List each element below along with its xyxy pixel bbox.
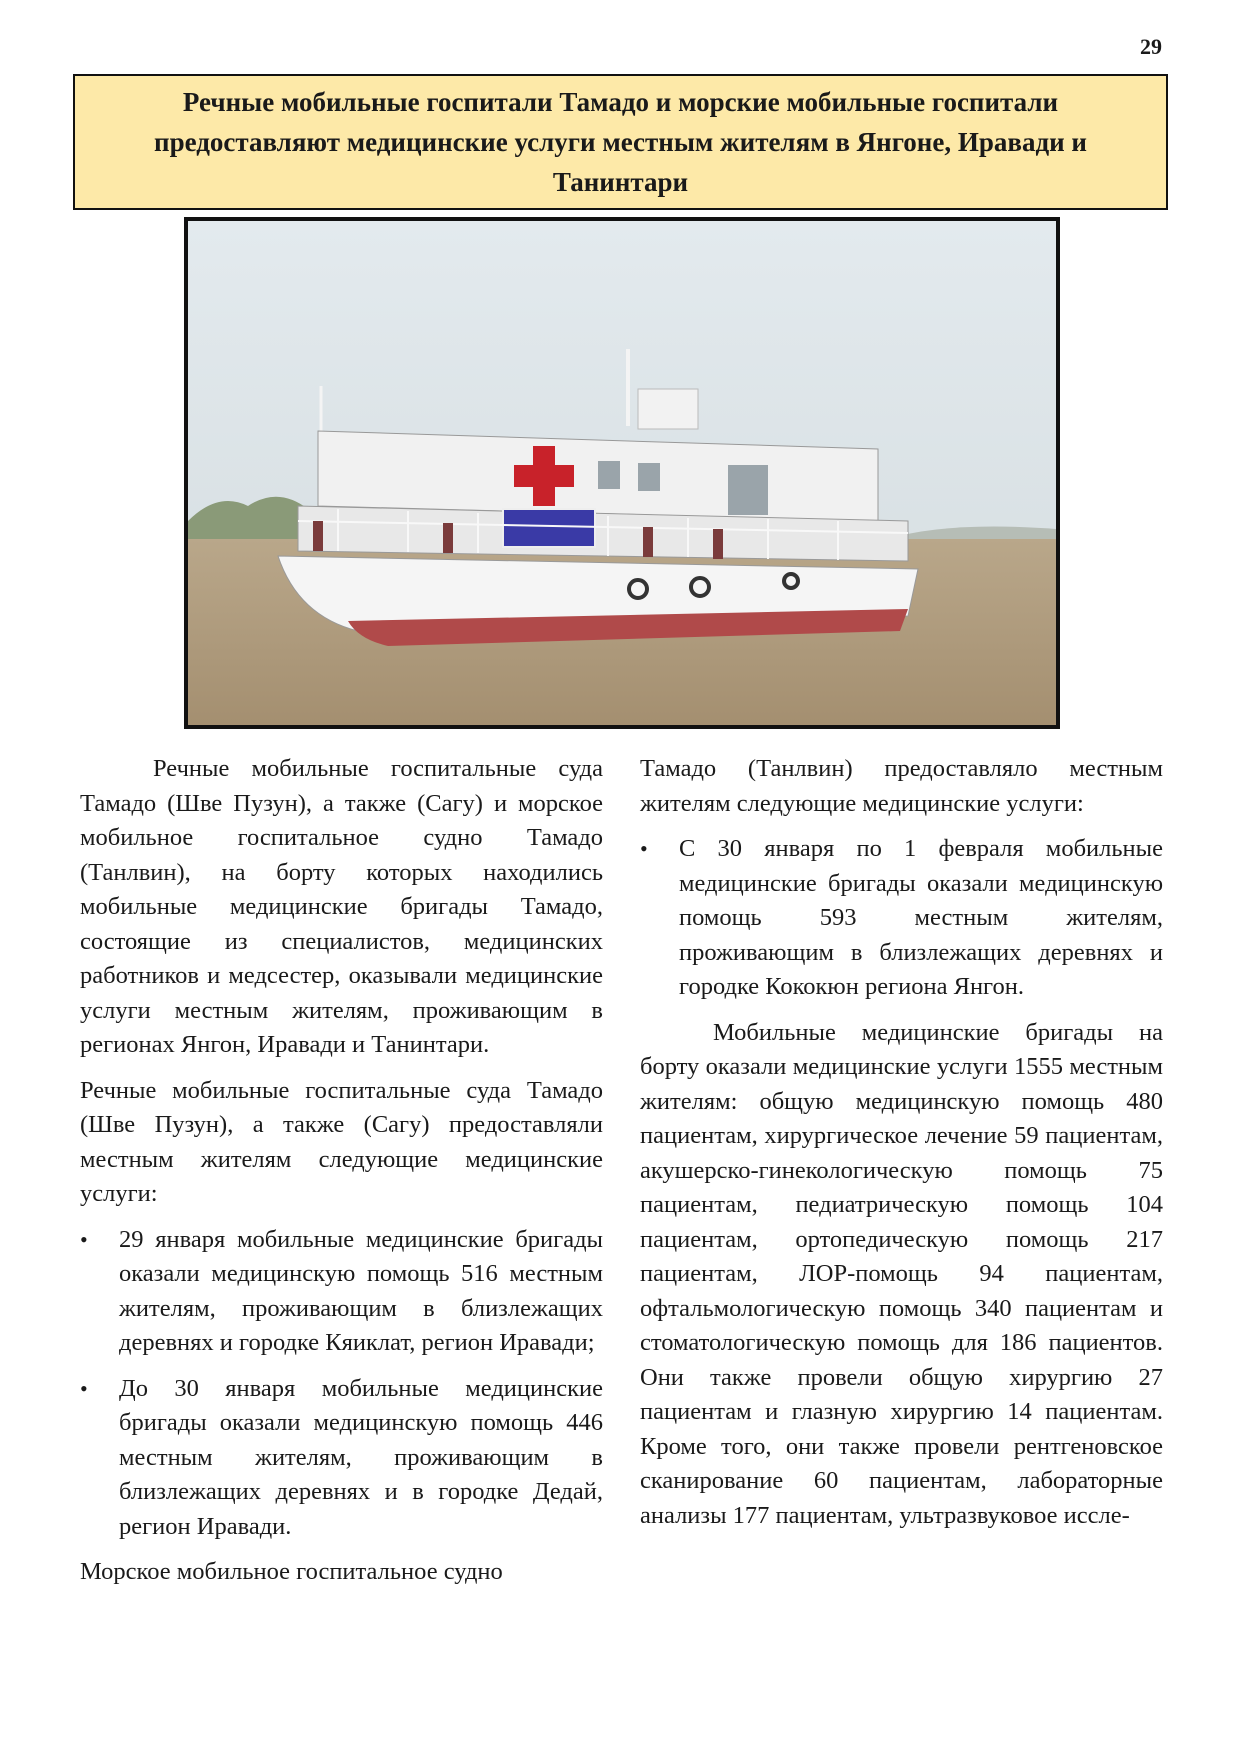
title-box: [73, 74, 1168, 210]
right-paragraph-2: Мобильные медицинские бригады на борту оказали медицинские услуги 1555 местным жителям: общую медицинскую помощь 480 пациентам, хирургическое лечение 59 пациентам, акушерско-гинекологическую помощь 75 пациентам, педиатрическую помощь 104 пациентам, ортопедическую помощь 217 пациентам, ЛОР-помощь 94 пациентам, офтальмологическую помощь 340 пациентам и стоматологическую помощь для 186 пациентов. Они также провели общую хирургию 27 пациентам и глазную хирургию 14 пациентам. Кроме того, они также провели рентгеновское сканирование 60 пациентам, лабораторные анализы 177 пациентам, ультразвуковое иссле-: [640, 1018, 1163, 1529]
list-item: • До 30 января мобильные медицинские бригады оказали медицинскую помощь 446 местным жителям, проживающим в близлежащих деревнях и в городке Дедай, регион Иравади.: [80, 1372, 603, 1545]
left-column: [80, 752, 603, 1601]
right-bullet-list: [640, 832, 1163, 1005]
left-paragraph-2: Речные мобильные госпитальные суда Тамадо (Шве Пузун), а также (Сагу) предоставляли местным жителям следующие медицинские услуги:: [80, 1076, 603, 1207]
page-number: 29: [1140, 34, 1162, 59]
list-item: • С 30 января по 1 февраля мобильные медицинские бригады оказали медицинскую помощь 593 местным жителям, проживающим в близлежащих деревнях и городке Кококюн региона Янгон.: [640, 832, 1163, 1005]
page-title: Речные мобильные госпитали Тамадо и морские мобильные госпитали предоставляют медицинские услуги местным жителям в Янгоне, Иравади и Танинтари: [154, 87, 1087, 197]
hospital-ship-photo: [184, 217, 1060, 729]
right-column: [640, 752, 1163, 1544]
wheelhouse-top: [638, 389, 698, 429]
list-item: • 29 января мобильные медицинские бригады оказали медицинскую помощь 516 местным жителям, проживающим в близлежащих деревнях и городке Кяиклат, регион Иравади;: [80, 1223, 603, 1361]
left-bullet-list: [80, 1223, 603, 1545]
ship-illustration: [188, 221, 1056, 725]
left-paragraph-1: Речные мобильные госпитальные суда Тамадо (Шве Пузун), а также (Сагу) и морское мобильное госпитальное судно Тамадо (Танлвин), на борту которых находились мобильные медицинские бригады Тамадо, состоящие из специалистов, медицинских работников и медсестер, оказывали медицинские услуги местным жителям, проживающим в регионах Янгон, Иравади и Танинтари.: [80, 755, 603, 1058]
left-paragraph-3: Морское мобильное госпитальное судно: [80, 1558, 503, 1585]
ship-banner: [503, 509, 595, 547]
right-paragraph-1: Тамадо (Танлвин) предоставляло местным жителям следующие медицинские услуги:: [640, 755, 1163, 817]
